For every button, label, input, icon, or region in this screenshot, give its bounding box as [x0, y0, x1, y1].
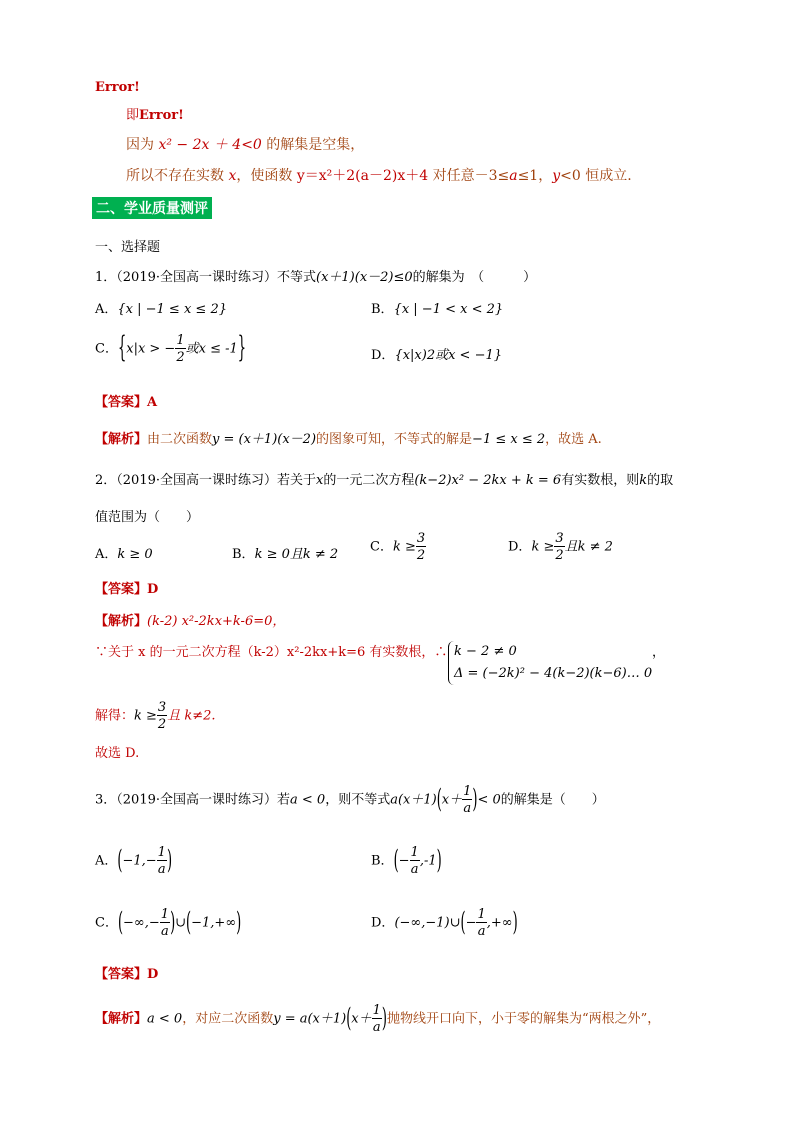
- left-paren: (: [436, 785, 442, 815]
- q3-c-den: a: [161, 924, 169, 939]
- q3-analysis-label: 【解析】: [95, 1011, 148, 1027]
- q1-d-text: {x|x)2或x < −1}: [394, 348, 503, 363]
- q2-stem-d: 的取: [647, 473, 674, 488]
- q3-analysis: [95, 1004, 660, 1034]
- q1-analysis: [95, 428, 602, 447]
- q3-answer-label: 【答案】: [95, 967, 148, 982]
- q1-c-pre: x|x > −: [126, 341, 176, 357]
- q3-analysis-fraction: [372, 1004, 382, 1034]
- q2-solve-a: 解得：: [95, 708, 135, 724]
- q2-solve-b: 且 k≠2.: [167, 708, 216, 724]
- right-paren: ): [170, 908, 176, 938]
- q3-a-num: 1: [157, 845, 166, 860]
- q3-stem-text: 3．（2019·全国高一课时练习）若: [95, 792, 290, 808]
- q2-b-label: B．: [232, 547, 255, 562]
- line4-b: ，使函数: [236, 168, 297, 184]
- q3-c-union: ∪: [175, 915, 187, 931]
- right-paren: ): [512, 908, 518, 938]
- q3-analysis-fn-x: x＋: [351, 1011, 372, 1027]
- line4-e: <0 恒成立.: [560, 168, 632, 184]
- q2-d-den: 2: [555, 548, 564, 563]
- q3-c-fraction: [160, 908, 170, 938]
- q2-stem-text: 2．（2019·全国高一课时练习）若关于: [95, 473, 316, 488]
- q1-a-text: {x | −1 ≤ x ≤ 2}: [117, 302, 227, 317]
- q1-c-den: 2: [176, 350, 185, 365]
- q2-b-text: k ≥ 0且k ≠ 2: [254, 547, 339, 562]
- q1-stem: [95, 266, 536, 285]
- q2-option-b: [232, 543, 338, 562]
- q1-c-fraction: [175, 334, 185, 364]
- q2-solve-num: 3: [157, 700, 167, 715]
- q3-b-pre: −: [398, 853, 410, 869]
- q1-answer-value: A: [147, 395, 158, 410]
- q3-analysis-num: 1: [372, 1003, 381, 1018]
- q2-a-text: k ≥ 0: [117, 547, 153, 562]
- q2-answer-value: D: [147, 582, 159, 597]
- q1-analysis-label: 【解析】: [95, 432, 148, 447]
- q2-d-label: D．: [508, 539, 532, 555]
- line-empty-set: [126, 134, 364, 154]
- q2-k: k: [639, 473, 648, 488]
- q1-analysis-a: 由二次函数: [147, 432, 213, 447]
- q2-option-d: [508, 532, 613, 562]
- left-paren: (: [117, 908, 124, 938]
- q2-solve: [95, 701, 216, 731]
- line4-x: x: [228, 168, 237, 184]
- q3-c-num: 1: [160, 907, 170, 922]
- q3-d-pre: (−∞,−1)∪: [394, 915, 461, 931]
- q3-d-fraction: [476, 908, 486, 938]
- q3-stem-c: 的解集是（ ）: [500, 792, 605, 808]
- q2-cases-comma: ，: [652, 645, 666, 660]
- q1-answer-label: 【答案】: [95, 395, 148, 410]
- q2-d-fraction: [554, 532, 564, 562]
- q2-cases-system: [448, 641, 652, 685]
- q3-d-post: ,+∞: [486, 915, 513, 931]
- q2-x: x: [316, 473, 324, 488]
- q3-ineq-pre: a(x＋1): [390, 792, 437, 808]
- q2-d-post: 且k ≠ 2: [564, 539, 613, 555]
- q1-analysis-fn: y = (x＋1)(x－2): [212, 432, 317, 447]
- line4-a2: a: [509, 168, 518, 184]
- line4-fn: y＝x²＋2(a－2)x＋4: [296, 168, 429, 184]
- q2-answer-label: 【答案】: [95, 582, 148, 597]
- q1-stem-text: 1．（2019·全国高一课时练习）不等式: [95, 270, 316, 285]
- left-paren: (: [186, 908, 192, 938]
- q1-d-label: D．: [371, 348, 395, 363]
- q3-a-den: a: [157, 862, 166, 877]
- q1-analysis-sol: −1 ≤ x ≤ 2: [472, 432, 546, 447]
- q3-analysis-den: a: [372, 1020, 381, 1035]
- q2-cases: [448, 641, 652, 685]
- q2-analysis-label: 【解析】: [95, 614, 148, 629]
- q2-analysis-eq: (k-2) x²-2kx+k-6=0，: [147, 614, 286, 629]
- q3-answer-value: D: [147, 967, 159, 982]
- q3-b-fraction: [410, 846, 420, 876]
- q1-c-label: C．: [95, 341, 118, 357]
- q2-stem: [95, 469, 673, 488]
- q3-option-a: [95, 846, 172, 876]
- q3-ineq-fraction: [462, 785, 472, 815]
- q1-stem-tail: 的解集为 （ ）: [412, 270, 537, 285]
- q3-ineq-num: 1: [463, 784, 472, 799]
- q3-condition: a < 0: [290, 792, 326, 808]
- q2-solve-den: 2: [157, 717, 167, 732]
- left-paren: (: [117, 846, 123, 876]
- line3-b: 的解集是空集，: [261, 137, 365, 153]
- q3-ineq-den: a: [463, 801, 472, 816]
- q3-option-b: [371, 846, 442, 876]
- q1-option-a: [95, 298, 227, 317]
- line-conclusion: [126, 165, 632, 185]
- line-ji-prefix: 即: [126, 108, 140, 123]
- section-heading: 二、学业质量测评: [92, 197, 212, 219]
- right-paren: ): [436, 846, 442, 876]
- q2-option-c: [370, 532, 426, 562]
- q2-analysis-line1: [95, 610, 285, 629]
- q1-c-post: 或x ≤ -1: [185, 341, 238, 357]
- line4-y: y: [552, 168, 561, 184]
- error-text-2: Error!: [139, 108, 184, 123]
- q2-c-fraction: [416, 532, 426, 562]
- q3-analysis-b: 抛物线开口向下，小于零的解集为“两根之外”，: [387, 1011, 661, 1027]
- left-paren: (: [346, 1004, 352, 1034]
- q3-a-fraction: [157, 846, 167, 876]
- q3-c-pre: −∞,−: [123, 915, 160, 931]
- error-text-1: Error!: [95, 80, 140, 95]
- q3-ineq-post: < 0: [477, 792, 501, 808]
- q3-d-label: D．: [371, 915, 395, 931]
- q2-c-den: 2: [416, 548, 426, 563]
- q1-a-label: A．: [95, 302, 118, 317]
- q2-stem-c: 有实数根，则: [561, 473, 640, 488]
- q2-choose: 故选 D.: [95, 746, 140, 761]
- q3-a-pre: −1,−: [122, 853, 157, 869]
- q3-c-interval2: −1,+∞: [191, 915, 237, 931]
- q2-answer: [95, 578, 158, 597]
- q3-d-den: a: [477, 924, 486, 939]
- q3-analysis-fn-pre: y = a(x＋1): [273, 1011, 347, 1027]
- q2-stem-b: 的一元二次方程: [323, 473, 415, 488]
- q2-stem-line2: 值范围为（ ）: [95, 510, 200, 525]
- q1-analysis-b: 的图象可知，不等式的解是: [316, 432, 473, 447]
- subsection-heading: 一、选择题: [95, 240, 161, 255]
- q2-d-num: 3: [555, 531, 564, 546]
- q1-option-d: [371, 344, 502, 363]
- q1-analysis-c: ，故选 A.: [545, 432, 602, 447]
- left-brace: {: [117, 332, 127, 366]
- q1-option-c: [95, 334, 246, 364]
- q1-inequality: (x＋1)(x－2)≤0: [316, 270, 413, 285]
- q3-d-int-pre: −: [465, 915, 477, 931]
- right-paren: ): [381, 1004, 387, 1034]
- q2-option-a: [95, 543, 153, 562]
- q3-a-label: A．: [95, 853, 118, 869]
- q3-d-num: 1: [477, 907, 486, 922]
- q1-c-num: 1: [176, 333, 185, 348]
- q2-solve-pre: k ≥: [134, 708, 157, 724]
- q2-d-pre: k ≥: [531, 539, 555, 555]
- line3-a: 因为: [126, 137, 159, 153]
- q1-b-text: {x | −1 < x < 2}: [393, 302, 504, 317]
- q3-b-label: B．: [371, 853, 394, 869]
- q1-b-label: B．: [371, 302, 394, 317]
- q3-b-post: ,-1: [419, 853, 437, 869]
- q2-c-num: 3: [416, 531, 426, 546]
- q3-stem: [95, 785, 605, 815]
- q2-c-pre: k ≥: [392, 539, 416, 555]
- line-ji: [126, 104, 184, 123]
- left-paren: (: [393, 846, 399, 876]
- q3-analysis-a: ，对应二次函数: [182, 1011, 274, 1027]
- q3-ineq-x: x＋: [441, 792, 463, 808]
- q2-case2: Δ = (−2k)² − 4(k−2)(k−6)… 0: [454, 666, 653, 681]
- left-paren: (: [460, 908, 466, 938]
- q3-analysis-cond: a < 0: [147, 1011, 183, 1027]
- q2-equation: (k−2)x² − 2kx + k = 6: [414, 473, 562, 488]
- q3-option-c: [95, 908, 241, 938]
- right-brace: }: [237, 332, 247, 366]
- line4-c: 对任意－3≤: [428, 168, 510, 184]
- right-paren: ): [236, 908, 242, 938]
- q2-a-label: A．: [95, 547, 118, 562]
- q2-solve-fraction: [157, 701, 167, 731]
- line4-a: 所以不存在实数: [126, 168, 229, 184]
- right-paren: ): [472, 785, 478, 815]
- q2-c-label: C．: [370, 539, 393, 555]
- q2-case1: k − 2 ≠ 0: [454, 644, 517, 659]
- q3-answer: [95, 963, 158, 982]
- q3-option-d: [371, 908, 518, 938]
- q1-answer: [95, 391, 157, 410]
- q3-b-den: a: [410, 862, 419, 877]
- q2-analysis-line2: ∵关于 x 的一元二次方程（k-2）x²-2kx+k=6 有实数根，∴: [95, 645, 448, 660]
- q1-option-b: [371, 298, 503, 317]
- q3-c-label: C．: [95, 915, 118, 931]
- line3-math: x² − 2x ＋ 4<0: [158, 137, 262, 153]
- q3-b-num: 1: [410, 845, 419, 860]
- q3-stem-b: ，则不等式: [325, 792, 391, 808]
- right-paren: ): [166, 846, 173, 876]
- line4-d: ≤1，: [517, 168, 553, 184]
